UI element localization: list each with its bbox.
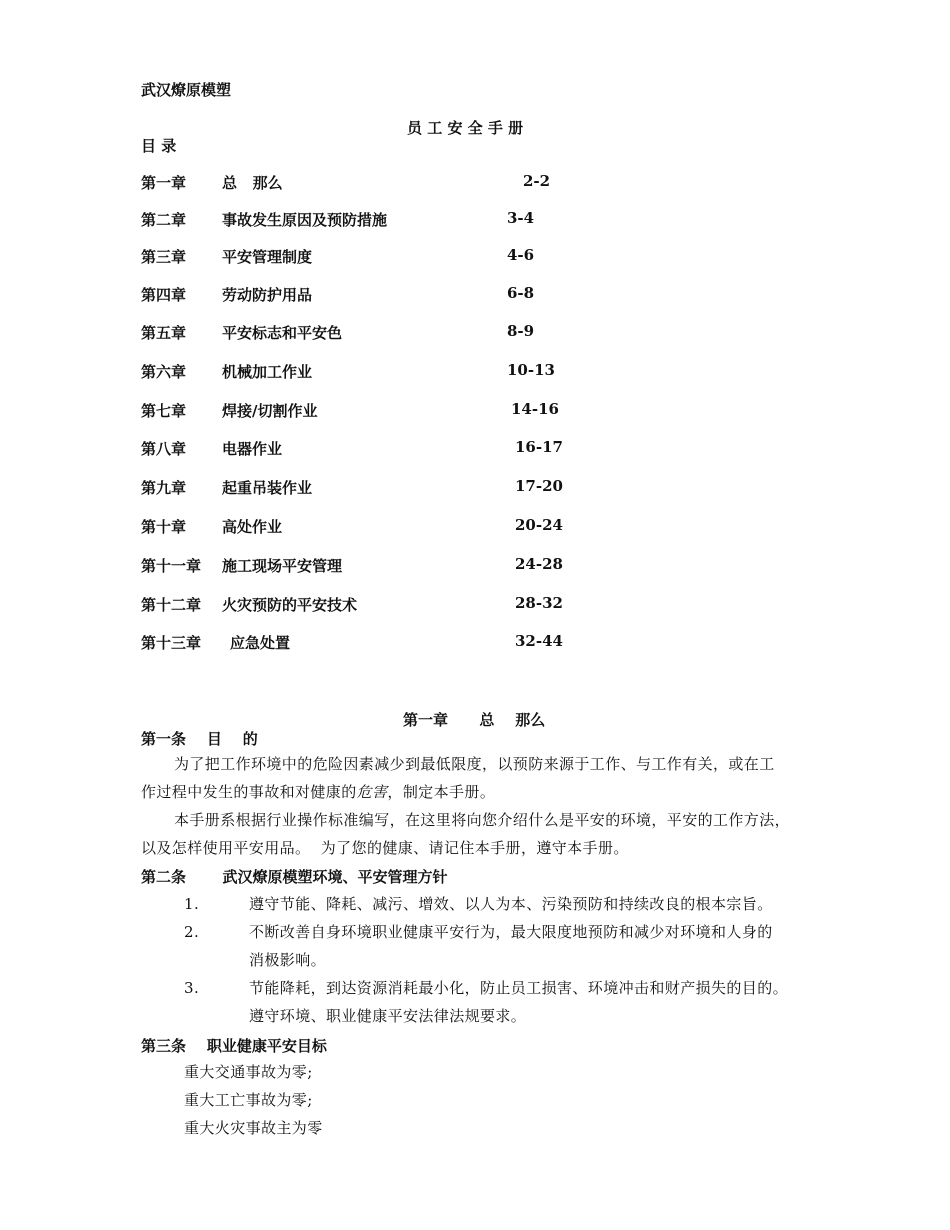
paragraph-line: 为了把工作环境中的危险因素减少到最低限度，以预防来源于工作、与工作有关，或在工 [174,755,775,773]
toc-chapter: 第四章 [141,286,187,304]
list-item: 遵守节能、降耗、减污、增效、以人为本、污染预防和持续改良的根本宗旨。 [249,895,773,913]
toc-title: 劳动防护用品 [222,286,313,304]
list-item-continuation: 消极影响。 [249,951,327,969]
toc-title: 平安管理制度 [222,248,313,266]
toc-heading: 目 录 [141,137,177,155]
goal-item: 重大交通事故为零; [184,1063,313,1081]
emphasis-text: 危害 [356,783,388,801]
toc-pages: 8-9 [507,322,535,340]
toc-chapter: 第十二章 [141,596,202,614]
list-item-continuation: 遵守环境、职业健康平安法律法规要求。 [249,1007,527,1025]
company-name: 武汉燎原模塑 [141,81,232,99]
toc-pages: 32-44 [515,632,563,650]
toc-pages: 4-6 [507,246,535,264]
goal-item: 重大工亡事故为零; [184,1091,313,1109]
toc-title: 机械加工作业 [222,363,313,381]
paragraph-line: 以及怎样使用平安用品。 为了您的健康、请记住本手册，遵守本手册。 [141,839,629,857]
toc-chapter: 第十一章 [141,557,202,575]
text-span: ，制定本手册。 [387,783,496,801]
toc-pages: 14-16 [511,400,559,418]
toc-pages: 24-28 [515,555,563,573]
toc-title: 事故发生原因及预防措施 [222,211,388,229]
toc-pages: 3-4 [507,209,535,227]
toc-title: 火灾预防的平安技术 [222,596,358,614]
toc-title: 平安标志和平安色 [222,324,343,342]
toc-chapter: 第九章 [141,479,187,497]
toc-chapter: 第八章 [141,440,187,458]
article-heading: 第二条 武汉燎原模塑环境、平安管理方针 [141,868,448,886]
toc-title: 施工现场平安管理 [222,557,343,575]
toc-chapter: 第三章 [141,248,187,266]
toc-chapter: 第二章 [141,211,187,229]
list-item: 节能降耗，到达资源消耗最小化，防止员工损害、环境冲击和财产损失的目的。 [249,979,789,997]
document-title: 员 工 安 全 手 册 [407,119,524,137]
toc-title: 电器作业 [222,440,283,458]
list-number: 3. [184,979,200,997]
goal-item: 重大火灾事故主为零 [184,1119,323,1137]
paragraph-line: 本手册系根据行业操作标准编写，在这里将向您介绍什么是平安的环境，平安的工作方法， [174,811,791,829]
article-heading: 第三条 职业健康平安目标 [141,1037,327,1055]
toc-chapter: 第七章 [141,402,187,420]
toc-pages: 2-2 [523,172,551,190]
list-item: 不断改善自身环境职业健康平安行为，最大限度地预防和减少对环境和人身的 [249,923,773,941]
toc-chapter: 第五章 [141,324,187,342]
toc-pages: 16-17 [515,438,563,456]
toc-title: 应急处置 [230,634,291,652]
chapter-heading: 第一章 总 那么 [403,711,546,729]
toc-title: 高处作业 [222,518,283,536]
toc-pages: 6-8 [507,284,535,302]
toc-pages: 10-13 [507,361,555,379]
paragraph-line [141,778,495,806]
toc-chapter: 第十三章 [141,634,202,652]
toc-title: 焊接/切割作业 [222,402,318,420]
toc-chapter: 第一章 [141,174,187,192]
toc-title: 总 那么 [222,174,283,192]
toc-chapter: 第六章 [141,363,187,381]
list-number: 2. [184,923,200,941]
toc-pages: 20-24 [515,516,563,534]
toc-pages: 17-20 [515,477,563,495]
toc-title: 起重吊装作业 [222,479,313,497]
toc-pages: 28-32 [515,594,563,612]
article-heading: 第一条 目 的 [141,730,258,748]
text-span: 作过程中发生的事故和对健康的 [141,783,357,801]
list-number: 1. [184,895,200,913]
toc-chapter: 第十章 [141,518,187,536]
